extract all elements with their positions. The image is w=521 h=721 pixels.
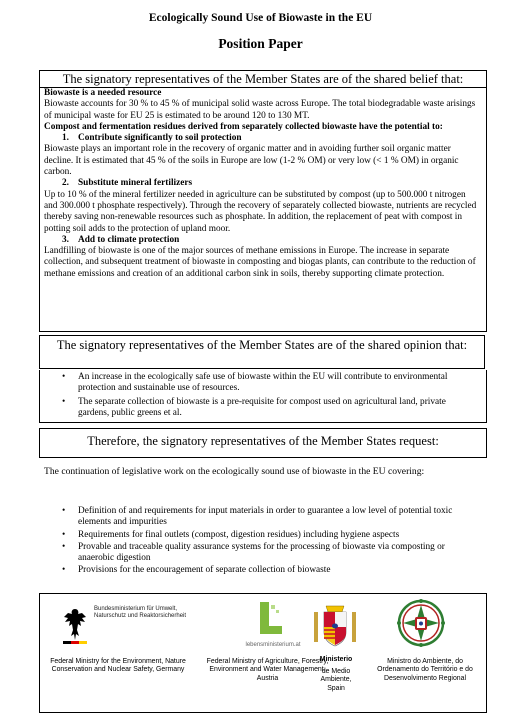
portugal-caption: Ministro do Ambiente, do Ordenamento do Território e do Desenvolvimento Regional — [377, 658, 473, 682]
portugal-ministry-emblem-icon — [396, 598, 446, 648]
section1-banner: The signatory representatives of the Member States are of the shared belief that: — [39, 70, 487, 88]
spain-logo-text: Ministerio — [319, 656, 353, 663]
austria-logo-text: lebensministerium.at — [245, 642, 301, 648]
list-item: • The separate collection of biowaste is a pre-requisite for compost used on agricultural land, private gardens, public greens et al. — [62, 397, 472, 420]
lebensministerium-l-icon — [258, 602, 284, 636]
germany-caption: Federal Ministry for the Environment, Nature Conservation and Nuclear Safety, Germany — [50, 658, 186, 674]
list-item: • Provable and traceable quality assurance systems for the processing of biowaste via composting or anaerobic digestion — [62, 542, 467, 565]
item-text: Biowaste plays an important role in the recovery of organic matter and in avoiding further soil organic matter decline. It is estimated that 45 % of the soils in Europe are low (1-2 % OM) or very low (< 1 % OM) in organic carbon. — [44, 144, 459, 178]
item-text: Landfilling of biowaste is one of the major sources of methane emissions in Europe. The increase in separate collection, and subsequent treatment of biowaste in composting and biogas plants, can contribute to the reduction of methane emissions and creation of an additional carbon sink in soils, thereby supporting climate protection. — [44, 246, 476, 279]
eagle-icon — [62, 606, 88, 644]
section3-banner: Therefore, the signatory representatives of the Member States request: — [39, 428, 487, 458]
spain-coat-of-arms-icon — [312, 600, 358, 650]
item-number: 1. — [62, 133, 69, 144]
austria-caption: Federal Ministry of Agriculture, Forestry, Environment and Water Management, Austria — [206, 658, 329, 682]
item-number: 3. — [62, 234, 69, 245]
section1-heading: Biowaste is a needed resource — [44, 88, 162, 98]
list-item: • Requirements for final outlets (compost, digestion residues) including hygiene aspects — [62, 530, 467, 541]
section3-body — [62, 506, 467, 578]
list-item: • Definition of and requirements for input materials in order to guarantee a low level of potential toxic elements and impurities — [62, 506, 467, 529]
item-title: Substitute mineral fertilizers — [78, 178, 193, 189]
item-number: 2. — [62, 178, 69, 189]
item-heading — [44, 133, 480, 144]
item-text: Up to 10 % of the mineral fertilizer needed in agriculture can be substituted by compost (up to 500.000 t nitrogen and 300.000 t phosphate respectively). Through the recovery of separately collected biowaste, nutrients are recycled thereby saving non-renewable resources such as phosphate. In addition, the replacement of peat with compost in potting soil adds to the protection of upland moor. — [44, 189, 477, 234]
list-item: • Provisions for the encouragement of separate collection of biowaste — [62, 565, 467, 576]
page-subtitle: Position Paper — [218, 36, 303, 51]
section1-body — [44, 88, 480, 280]
list-item: • An increase in the ecologically safe use of biowaste within the EU will contribute to environmental protection and sustainable use of resources. — [62, 372, 472, 395]
section2-body — [62, 372, 472, 421]
spain-logo — [312, 600, 358, 652]
section2-banner: The signatory representatives of the Member States are of the shared opinion that: — [39, 335, 485, 369]
signatories-box — [39, 593, 487, 713]
section1-lead: Compost and fermentation residues derived from separately collected biowaste have the potential to: — [44, 121, 443, 132]
germany-logo — [62, 604, 192, 646]
spain-caption: de Medio Ambiente, Spain — [320, 668, 352, 692]
page-title: Ecologically Sound Use of Biowaste in the EU — [148, 12, 373, 24]
item-title: Add to climate protection — [78, 234, 180, 245]
item-heading — [44, 178, 480, 189]
item-heading — [44, 235, 480, 246]
section1-para: Biowaste accounts for 30 % to 45 % of municipal solid waste across Europe. The total biodegradable waste arisings of municipal waste for EU 25 is estimated to be around 120 to 130 MT. — [44, 99, 476, 121]
austria-logo — [232, 602, 312, 652]
germany-logo-text: Bundesministerium für Umwelt, Naturschutz und Reaktorsicherheit — [94, 606, 187, 619]
section3-intro: The continuation of legislative work on the ecologically sound use of biowaste in the EU covering: — [44, 466, 425, 477]
item-title: Contribute significantly to soil protection — [78, 133, 242, 144]
portugal-logo — [396, 598, 446, 650]
